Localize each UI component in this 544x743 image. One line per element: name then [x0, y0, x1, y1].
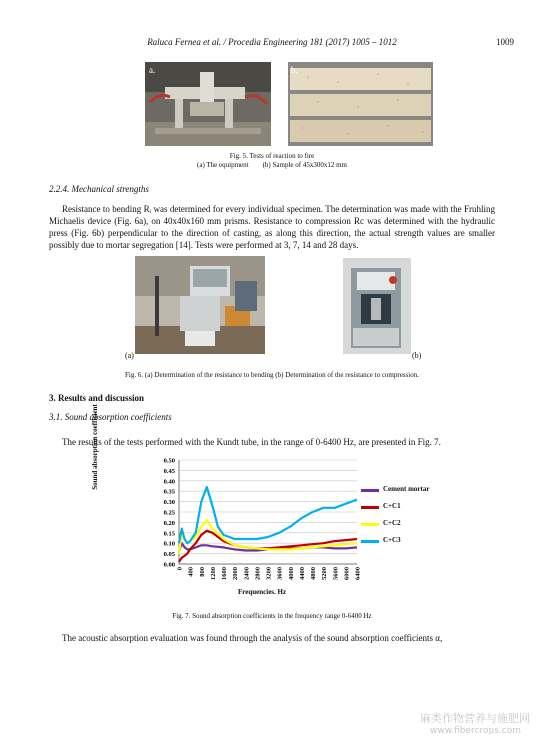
figure5-photo-equipment — [145, 62, 271, 146]
subsection-heading-sound-absorption: 3.1. Sound absorption coefficients — [49, 412, 172, 422]
chart-x-tick-label: 4800 — [310, 567, 317, 580]
chart-x-tick-label: 6000 — [343, 567, 351, 580]
running-header: Raluca Fernea et al. / Procedia Engineering 181 (2017) 1005 – 1012 — [147, 37, 397, 47]
chart-y-tick-label: 0.40 — [163, 478, 175, 486]
chart-legend — [355, 480, 455, 550]
chart-x-tick-label: 0 — [176, 567, 184, 571]
legend-label-c-c2: C+C2 — [383, 519, 401, 527]
figure5-caption-title: Fig. 5. Tests of reaction to fire — [229, 152, 315, 160]
chart-y-tick-label: 0.25 — [163, 509, 175, 517]
page-number: 1009 — [496, 37, 514, 47]
chart-y-tick-label: 0.10 — [163, 540, 175, 548]
chart-y-tick-label: 0.30 — [163, 499, 175, 507]
figure6-label-b: (b) — [412, 351, 422, 360]
figure5-panel-a-label: a. — [149, 65, 156, 75]
figure6-caption: Fig. 6. (a) Determination of the resistance to bending (b) Determination of the resistance to compression. — [125, 371, 419, 379]
legend-label-cement-mortar: Cement mortar — [383, 485, 430, 493]
legend-swatch-c-c1 — [361, 506, 379, 509]
section-paragraph-kundt-tube: The results of the tests performed with the Kundt tube, in the range of 0-6400 Hz, are presented in Fig. 7. — [62, 437, 441, 447]
chart-y-axis-label: Sound absorption coefficient — [91, 404, 99, 490]
watermark-site-name: 麻类作物营养与施肥网 — [420, 712, 530, 725]
closing-paragraph: The acoustic absorption evaluation was found through the analysis of the sound absorption coefficients α, — [62, 633, 443, 643]
figure5-caption-panels: (a) The equipment (b) Sample of 45x300x12 mm — [197, 161, 347, 169]
chart-x-tick-label: 2400 — [243, 567, 251, 580]
chart-x-tick-label: 5600 — [332, 567, 340, 580]
chart-x-tick-label: 2000 — [232, 567, 240, 580]
chart-y-tick-label: 0.00 — [163, 561, 175, 569]
chart-x-axis-label: Frequencies. Hz — [238, 588, 287, 596]
absorption-chart-svg — [131, 452, 393, 602]
section-paragraph-mechanical-strengths: Resistance to bending Rᵢ was determined for every individual specimen. The determination was made with the Fruhling Michaelis device (Fig. 6a), on 40x40x160 mm prisms. Resistance to compression Rc was determined with the hydraulic press (Fig. 6b) perpendicular to the direction of casting, as along this direction, the actual strength values are smaller possibly due to mortar segregation [14]. Tests were performed at 3, 7, 14 and 28 days. — [49, 204, 495, 250]
legend-label-c-c1: C+C1 — [383, 502, 401, 510]
figure6-photo-bending-device — [135, 256, 265, 354]
section-heading-mechanical-strengths: 2.2.4. Mechanical strengths — [49, 184, 149, 194]
chart-y-tick-label: 0.05 — [163, 551, 175, 559]
figure7-caption: Fig. 7. Sound absorption coefficients in the frequency range 0-6400 Hz — [172, 612, 372, 620]
chart-x-tick-label: 3200 — [265, 567, 273, 580]
chart-x-tick-label: 1600 — [221, 567, 228, 580]
chart-y-tick-label: 0.45 — [163, 467, 175, 475]
figure5-photo-sample — [288, 62, 433, 146]
chart-y-tick-label: 0.35 — [163, 488, 175, 496]
chart-y-tick-label: 0.20 — [163, 519, 175, 527]
figure5-caption — [0, 152, 544, 170]
chart-x-tick-label: 1200 — [209, 567, 217, 580]
figure7-chart — [131, 452, 393, 602]
chart-y-tick-label: 0.15 — [163, 530, 175, 538]
legend-label-c-c3: C+C3 — [383, 536, 401, 544]
legend-swatch-c-c2 — [361, 523, 379, 526]
chart-x-tick-label: 400 — [187, 567, 195, 577]
watermark-url: www.fibercrops.com — [430, 726, 521, 736]
chart-x-tick-label: 2800 — [254, 567, 262, 580]
chart-x-tick-label: 4000 — [287, 567, 295, 580]
section-heading-results: 3. Results and discussion — [49, 393, 145, 403]
legend-swatch-cement-mortar — [361, 489, 379, 492]
chart-x-tick-label: 6400 — [354, 567, 362, 580]
figure5-panel-b-label: b. — [291, 65, 298, 75]
chart-y-tick-label: 0.50 — [163, 457, 175, 465]
chart-x-tick-label: 4400 — [298, 567, 306, 580]
chart-x-tick-label: 3600 — [276, 567, 284, 580]
chart-x-tick-label: 5200 — [321, 567, 329, 580]
legend-swatch-c-c3 — [361, 540, 379, 543]
chart-series-line-4 — [179, 487, 357, 543]
figure6-label-a: (a) — [125, 351, 134, 360]
figure6-photo-hydraulic-press — [343, 258, 411, 354]
chart-x-tick-label: 800 — [198, 567, 206, 577]
